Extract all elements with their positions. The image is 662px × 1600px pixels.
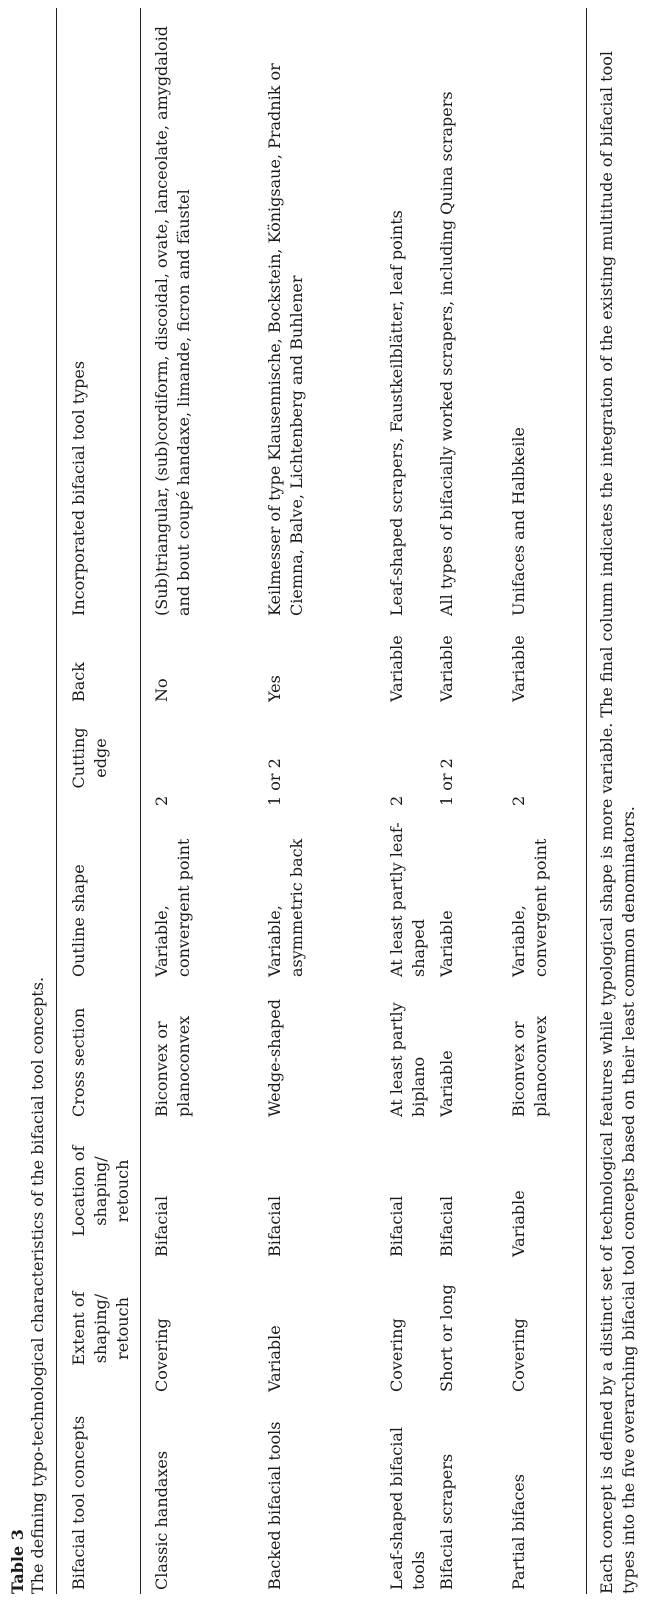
header-location: Location of shaping/ retouch <box>69 1145 132 1237</box>
header-types: Incorporated bifacial tool types <box>69 360 88 616</box>
table-row <box>508 8 562 1594</box>
cell-outline: Variable <box>437 910 456 977</box>
cell-location: Bifacial <box>437 1195 456 1257</box>
cell-concept: Backed bifacial tools <box>265 1421 284 1590</box>
cell-concept: Bifacial scrapers <box>437 1453 456 1590</box>
header-cutting-edge: Cutting edge <box>69 727 110 789</box>
cell-cross-section: Biconvex or planoconvex <box>152 1015 193 1117</box>
cell-cutting-edge: 1 or 2 <box>265 758 284 806</box>
header-outline: Outline shape <box>69 864 88 977</box>
cell-outline: At least partly leaf-shaped <box>387 822 428 977</box>
table-row <box>264 8 386 1594</box>
cell-back: Variable <box>387 635 406 702</box>
cell-extent: Variable <box>265 1325 284 1392</box>
cell-types: All types of bifacially worked scrapers, including Quina scrapers <box>437 91 456 616</box>
header-cross-section: Cross section <box>69 1007 88 1117</box>
cell-extent: Covering <box>152 1318 171 1392</box>
characteristics-table <box>62 8 562 1594</box>
cell-concept: Partial bifaces <box>509 1474 528 1590</box>
cell-cutting-edge: 2 <box>387 795 406 806</box>
cell-back: No <box>152 678 171 702</box>
cell-cutting-edge: 2 <box>152 795 171 806</box>
cell-extent: Covering <box>509 1318 528 1392</box>
cell-cross-section: At least partly biplano <box>387 1002 428 1117</box>
cell-types: Leaf-shaped scrapers, Faustkeilblätter, leaf points <box>387 210 406 616</box>
cell-concept: Leaf-shaped bifacial tools <box>387 1426 428 1590</box>
cell-back: Yes <box>265 675 284 702</box>
cell-concept: Classic handaxes <box>152 1450 171 1590</box>
cell-types: Unifaces and Halbkeile <box>509 427 528 616</box>
header-concept: Bifacial tool concepts <box>69 1415 88 1590</box>
table-row <box>386 8 436 1594</box>
cell-extent: Covering <box>387 1318 406 1392</box>
cell-extent: Short or long <box>437 1284 456 1392</box>
cell-back: Variable <box>437 635 456 702</box>
cell-outline: Variable, convergent point <box>509 838 550 977</box>
cell-location: Bifacial <box>387 1195 406 1257</box>
cell-cutting-edge: 1 or 2 <box>437 758 456 806</box>
table-label: Table 3 <box>8 1529 27 1594</box>
cell-cross-section: Biconvex or planoconvex <box>509 1015 550 1117</box>
table-row <box>436 8 508 1594</box>
header-back: Back <box>69 662 88 702</box>
table-footnote: Each concept is defined by a distinct set of technological features while typological shape is more variable. The final column indicates the integration of the existing multitude of bifacial tool types into the five overarching bifacial tool concepts based on their least common denominators. <box>597 51 638 1594</box>
cell-location: Bifacial <box>265 1195 284 1257</box>
cell-outline: Variable, convergent point <box>152 838 193 977</box>
cell-back: Variable <box>509 635 528 702</box>
cell-cross-section: Variable <box>437 1050 456 1117</box>
table-caption: The defining typo-technological characteristics of the bifacial tool concepts. <box>28 976 47 1594</box>
table-row <box>151 8 264 1594</box>
cell-location: Bifacial <box>152 1195 171 1257</box>
cell-outline: Variable, asymmetric back <box>265 838 306 977</box>
cell-location: Variable <box>509 1190 528 1257</box>
header-extent: Extent of shaping/ retouch <box>69 1291 132 1366</box>
bottom-rule <box>586 8 587 1594</box>
top-rule <box>56 8 57 1594</box>
header-row <box>62 8 141 1594</box>
cell-cross-section: Wedge-shaped <box>265 999 284 1117</box>
cell-types: Keilmesser of type Klausennische, Bockstein, Königsaue, Pradnik or Ciemna, Balve, Lichtenberg and Buhlener <box>265 63 306 616</box>
cell-types: (Sub)triangular, (sub)cordiform, discoidal, ovate, lanceolate, amygdaloid and bout coupé handaxe, limande, ficron and fäustel <box>152 26 193 616</box>
cell-cutting-edge: 2 <box>509 795 528 806</box>
